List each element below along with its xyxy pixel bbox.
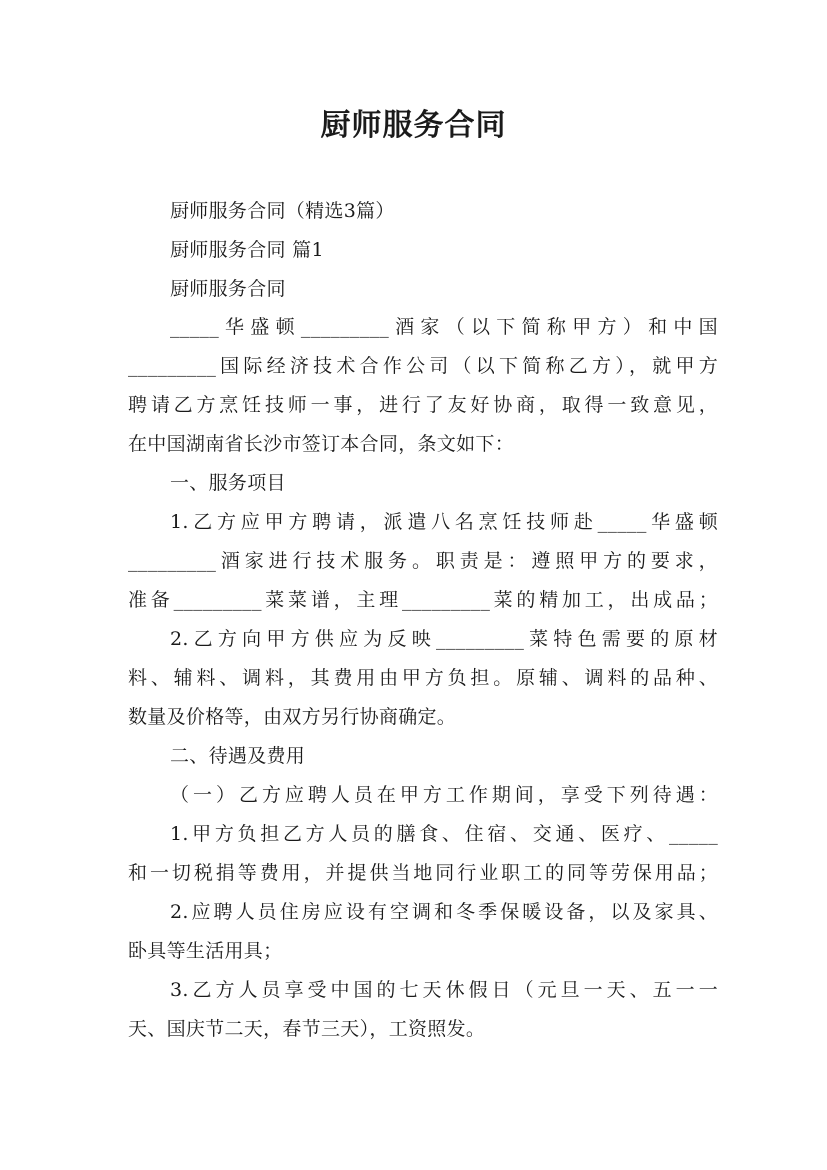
paragraph-line: 在中国湖南省长沙市签订本合同，条文如下：	[128, 433, 515, 455]
paragraph-line: 准备_________菜菜谱，主理_________菜的精加工，出成品；	[128, 589, 718, 611]
paragraph-line: 聘请乙方烹饪技师一事，进行了友好协商，取得一致意见，	[128, 394, 718, 416]
paragraph-line: 1.乙方应甲方聘请，派遣八名烹饪技师赴_____华盛顿	[170, 511, 718, 533]
clause-heading: 一、服务项目	[170, 472, 286, 494]
paragraph-line: 卧具等生活用具；	[128, 940, 283, 962]
paragraph-line: _________国际经济技术合作公司（以下简称乙方），就甲方	[128, 355, 718, 377]
contract-heading: 厨师服务合同	[170, 278, 286, 300]
paragraph-line: 3.乙方人员享受中国的七天休假日（元旦一天、五一一	[170, 979, 718, 1001]
paragraph-line: 数量及价格等，由双方另行协商确定。	[128, 706, 457, 728]
paragraph-line: 2.乙方向甲方供应为反映_________菜特色需要的原材	[170, 628, 718, 650]
paragraph-line: （一）乙方应聘人员在甲方工作期间，享受下列待遇：	[170, 784, 718, 806]
paragraph-line: 和一切税捐等费用，并提供当地同行业职工的同等劳保用品；	[128, 862, 718, 884]
paragraph-line: _________酒家进行技术服务。职责是：遵照甲方的要求，	[128, 550, 718, 572]
paragraph-line: _____华盛顿_________酒家（以下简称甲方）和中国	[170, 316, 718, 338]
subtitle-line: 厨师服务合同（精选3篇）	[170, 200, 395, 222]
paragraph-line: 天、国庆节二天，春节三天），工资照发。	[128, 1018, 486, 1040]
paragraph-line: 料、辅料、调料，其费用由甲方负担。原辅、调料的品种、	[128, 667, 718, 689]
paragraph-line: 1.甲方负担乙方人员的膳食、住宿、交通、医疗、_____	[170, 823, 718, 845]
clause-heading: 二、待遇及费用	[170, 745, 306, 767]
document-title: 厨师服务合同	[320, 108, 507, 143]
paragraph-line: 2.应聘人员住房应设有空调和冬季保暖设备，以及家具、	[170, 901, 718, 923]
section-heading: 厨师服务合同 篇1	[170, 239, 324, 261]
